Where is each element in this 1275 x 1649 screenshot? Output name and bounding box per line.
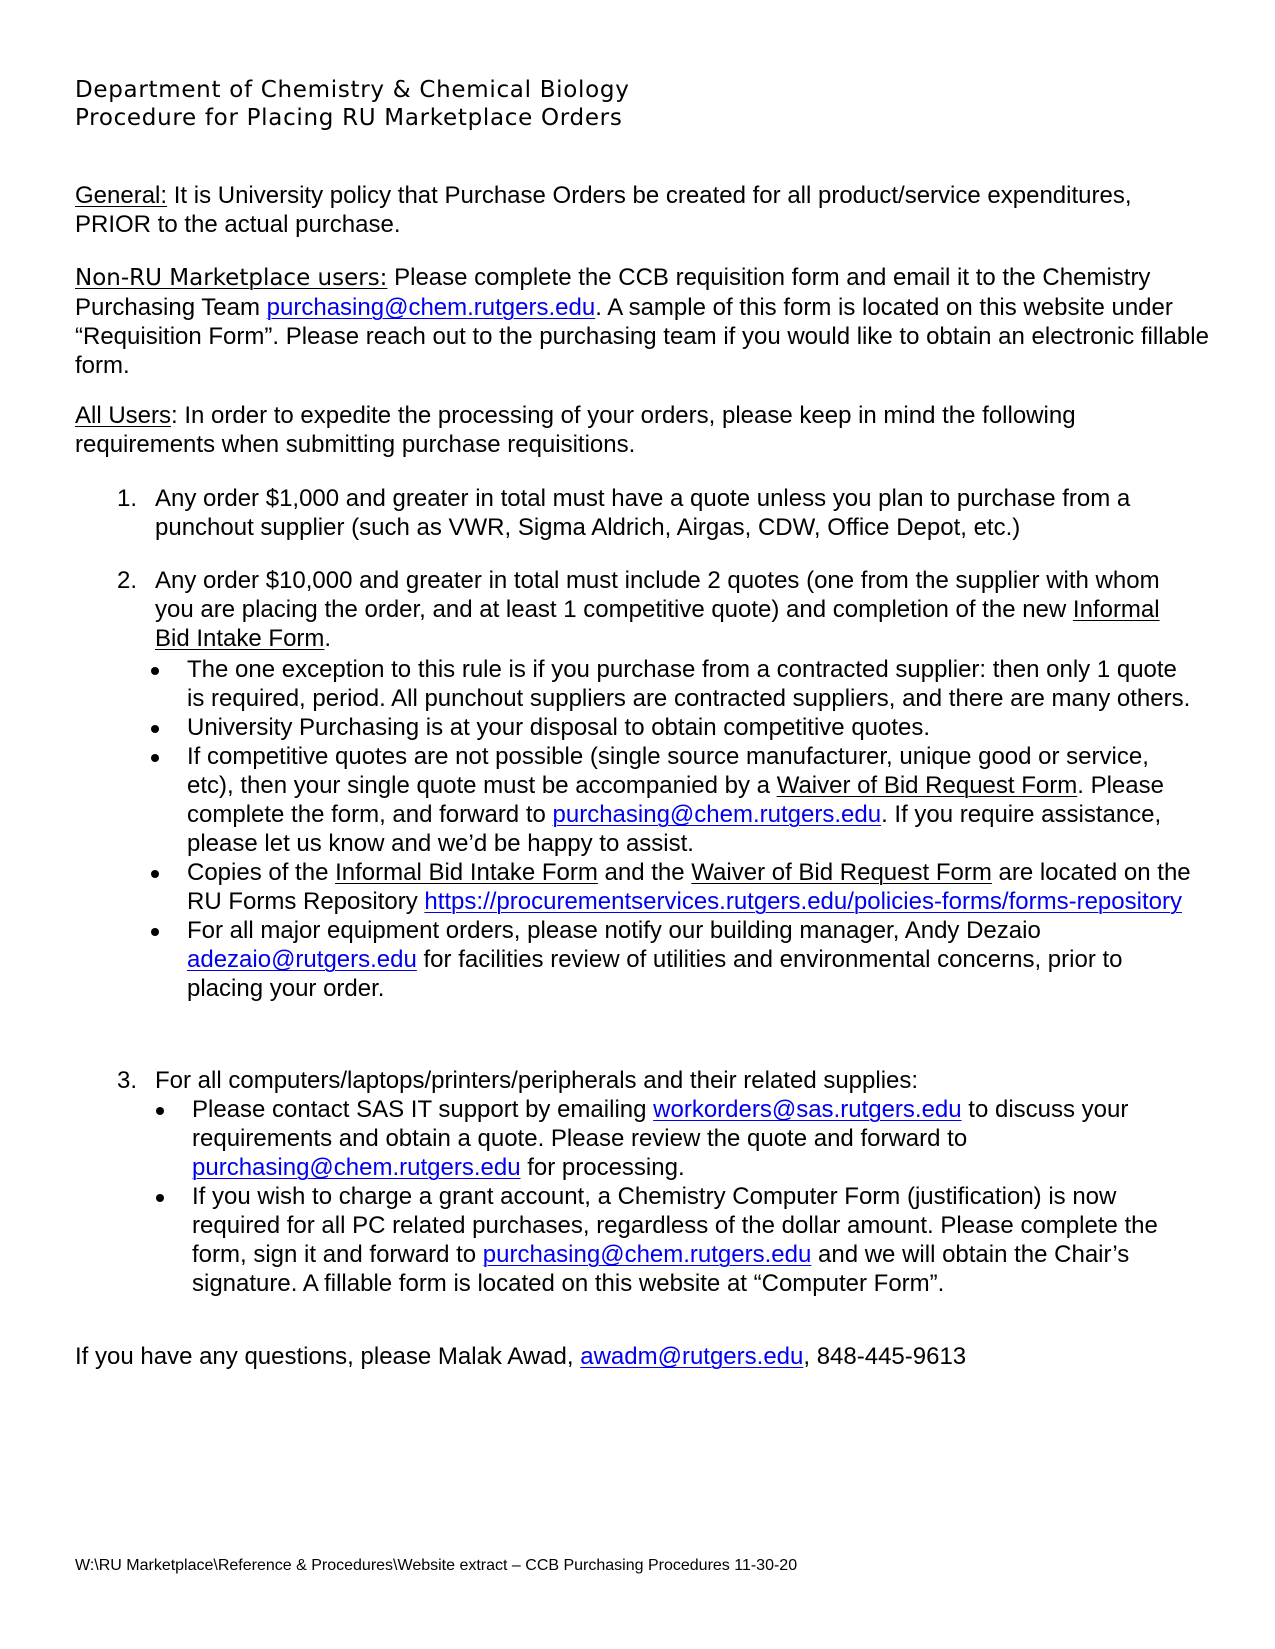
footer-file-path: W:\RU Marketplace\Reference & Procedures\Website extract – CCB Purchasing Procedures 11-30-20 — [75, 1557, 798, 1574]
informal-bid-form-link[interactable]: Informal Bid Intake Form — [155, 596, 1160, 652]
bullet-text: The one exception to this rule is if you purchase from a contracted supplier: then only 1 quote is required, period. All punchout suppliers are contracted suppliers, and there are many others. — [187, 656, 1191, 712]
list-number-2: 2. — [117, 567, 138, 594]
bullet-text: and the — [597, 859, 692, 886]
bullet-text: to discuss your requirements and obtain a quote. Please review the quote and forward to — [192, 1096, 1129, 1152]
bullet-dot — [151, 928, 159, 936]
list-item-2-text — [155, 566, 1192, 653]
list-number-1: 1. — [117, 485, 138, 512]
list-item-1 — [117, 484, 1192, 542]
contact-paragraph — [75, 1342, 1210, 1371]
general-label: General: — [75, 182, 168, 209]
department-title: Department of Chemistry & Chemical Biology — [75, 77, 630, 103]
list-item — [155, 1182, 1195, 1298]
bullet-text: University Purchasing is at your disposal to obtain competitive quotes. — [187, 714, 931, 741]
list-number-3: 3. — [117, 1067, 138, 1094]
general-text: It is University policy that Purchase Orders be created for all product/service expenditures, PRIOR to the actual purchase. — [75, 182, 1132, 238]
bullet-text: If you wish to charge a grant account, a Chemistry Computer Form (justification) is now required for all PC related purchases, regardless of the dollar amount. Please complete the form, sign it and forward to — [192, 1183, 1158, 1268]
bullet-text: and we will obtain the Chair’s signature. A fillable form is located on this website at “Computer Form”. — [192, 1241, 1130, 1297]
procedure-title: Procedure for Placing RU Marketplace Orders — [75, 105, 623, 131]
purchasing-email-link[interactable]: purchasing@chem.rutgers.edu — [482, 1241, 812, 1268]
list-item-2 — [117, 566, 1192, 653]
all-users-paragraph — [75, 401, 1210, 459]
list-item-1-text: Any order $1,000 and greater in total must have a quote unless you plan to purchase from a punchout supplier (such as VWR, Sigma Aldrich, Airgas, CDW, Office Depot, etc.) — [155, 485, 1131, 541]
bullet-text: for processing. — [520, 1154, 685, 1181]
list-item-2-end: . — [324, 625, 332, 652]
informal-bid-form-link[interactable]: Informal Bid Intake Form — [335, 859, 598, 886]
list-item — [150, 713, 1195, 742]
list-item — [150, 858, 1195, 916]
list-item — [150, 655, 1195, 713]
bullet-text: If competitive quotes are not possible (single source manufacturer, unique good or service, etc), then your single quote must be accompanied by a — [187, 743, 1149, 799]
non-ru-label: Non-RU Marketplace users: — [75, 265, 388, 291]
list-item — [150, 916, 1195, 1003]
bullet-dot — [151, 870, 159, 878]
bullet-text: For all major equipment orders, please notify our building manager, Andy Dezaio — [187, 917, 1041, 944]
waiver-form-link[interactable]: Waiver of Bid Request Form — [691, 859, 992, 886]
all-users-label: All Users — [75, 402, 172, 429]
non-ru-paragraph — [75, 263, 1210, 380]
bullet-dot — [156, 1107, 164, 1115]
waiver-form-link[interactable]: Waiver of Bid Request Form — [776, 772, 1078, 799]
awadm-email-link[interactable]: awadm@rutgers.edu — [580, 1343, 804, 1370]
document-header — [75, 76, 630, 132]
purchasing-email-link[interactable]: purchasing@chem.rutgers.edu — [552, 801, 882, 828]
non-ru-text-2: . A sample of this form is located on this website under “Requisition Form”. Please reach out to the purchasing team if you would like to obtain an electronic fillable form. — [75, 294, 1209, 379]
bullet-text: for facilities review of utilities and environmental concerns, prior to placing your order. — [187, 946, 1123, 1002]
non-ru-text-1: Please complete the CCB requisition form and email it to the Chemistry Purchasing Team — [75, 264, 1151, 321]
bullet-dot — [151, 725, 159, 733]
list-item — [155, 1095, 1195, 1182]
list-item-3 — [117, 1066, 1192, 1095]
contact-text: If you have any questions, please Malak Awad, — [75, 1343, 581, 1370]
general-paragraph — [75, 181, 1210, 239]
list-item — [150, 742, 1195, 858]
workorders-email-link[interactable]: workorders@sas.rutgers.edu — [653, 1096, 962, 1123]
contact-phone: , 848-445-9613 — [803, 1343, 967, 1370]
purchasing-email-link[interactable]: purchasing@chem.rutgers.edu — [192, 1154, 521, 1181]
forms-repository-link[interactable]: https://procurementservices.rutgers.edu/policies-forms/forms-repository — [424, 888, 1182, 915]
list-item-2-body: Any order $10,000 and greater in total must include 2 quotes (one from the supplier with whom you are placing the order, and at least 1 competitive quote) and completion of the new — [155, 567, 1160, 623]
bullet-text: Copies of the — [187, 859, 336, 886]
adezaio-email-link[interactable]: adezaio@rutgers.edu — [187, 946, 417, 973]
bullet-text: Please contact SAS IT support by emailing — [192, 1096, 654, 1123]
bullet-dot — [151, 754, 159, 762]
bullet-text: . Please complete the form, and forward to — [187, 772, 1164, 828]
bullet-dot — [156, 1194, 164, 1202]
bullet-text: are located on the RU Forms Repository — [187, 859, 1191, 915]
item-3-bullets — [155, 1095, 1195, 1298]
bullet-dot — [151, 667, 159, 675]
all-users-text: : In order to expedite the processing of your orders, please keep in mind the following requirements when submitting purchase requisitions. — [75, 402, 1076, 458]
item-2-bullets — [150, 655, 1195, 1003]
purchasing-email-link[interactable]: purchasing@chem.rutgers.edu — [266, 294, 596, 321]
bullet-text: . If you require assistance, please let us know and we’d be happy to assist. — [187, 801, 1162, 857]
list-item-3-text: For all computers/laptops/printers/peripherals and their related supplies: — [155, 1067, 919, 1094]
